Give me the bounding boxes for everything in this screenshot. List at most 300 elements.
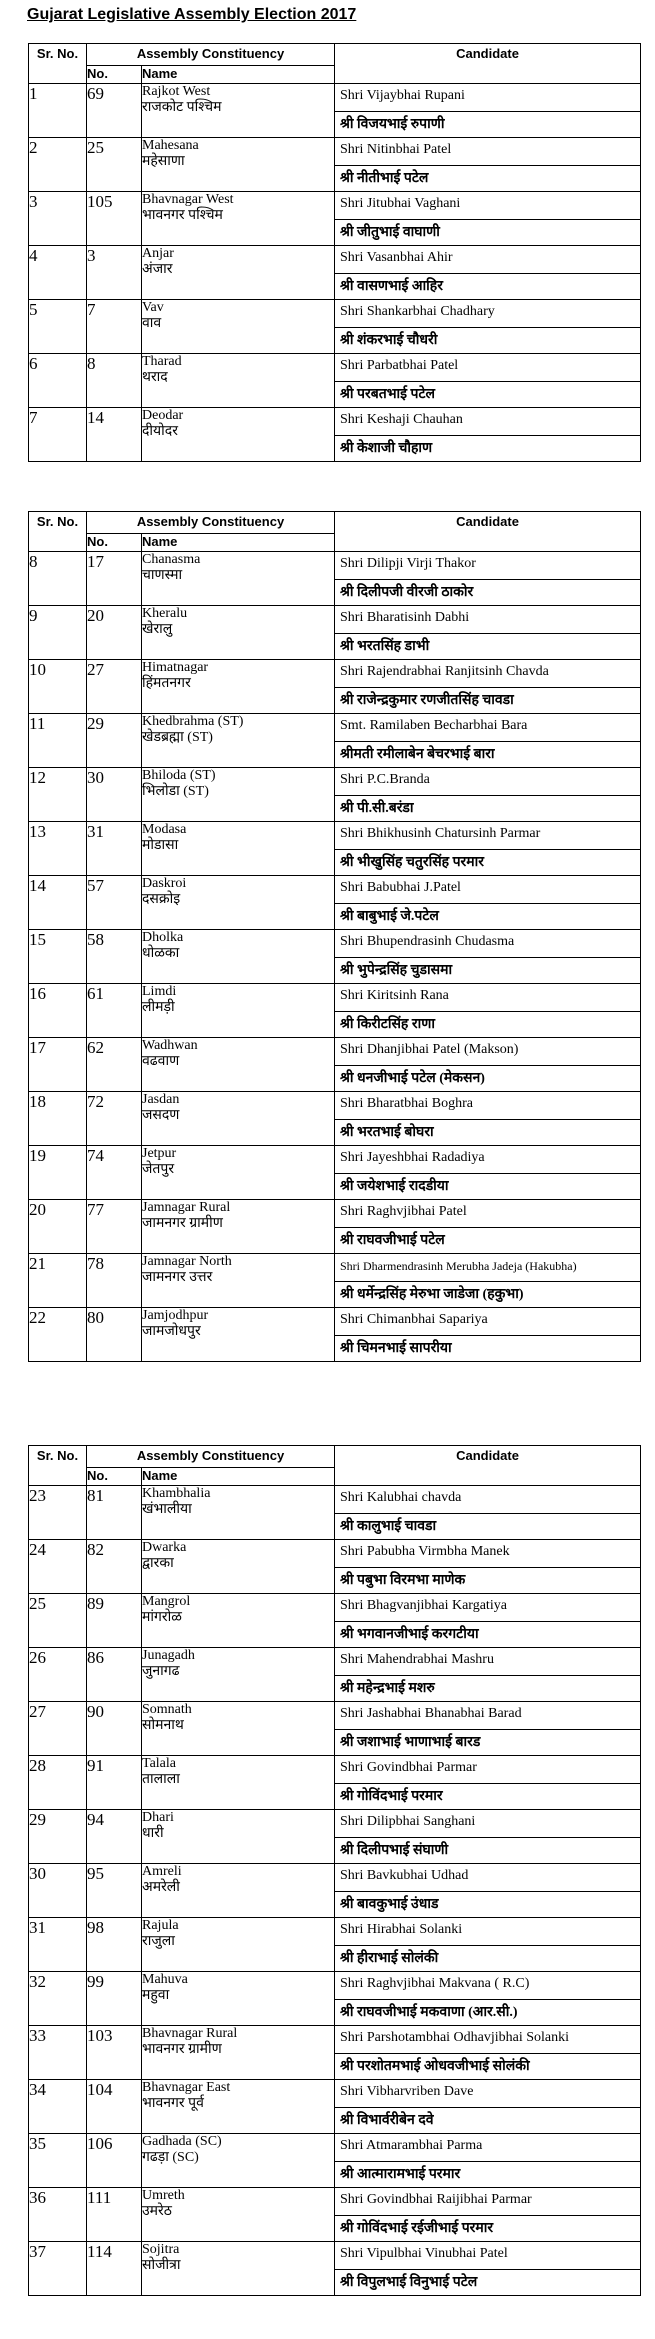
candidate-cell	[335, 1308, 641, 1362]
constituency-name-cell	[142, 822, 335, 876]
candidate-name-hindi: श्री चिमनभाई सापरीया	[340, 1341, 452, 1356]
candidate-name-english: Shri Babubhai J.Patel	[335, 876, 640, 904]
constituency-number-cell: 105	[87, 192, 142, 246]
constituency-number-cell: 94	[87, 1810, 142, 1864]
constituency-name-english: Talala	[142, 1756, 176, 1771]
constituency-name-cell	[142, 138, 335, 192]
constituency-number-cell: 17	[87, 552, 142, 606]
constituency-name-hindi: दीयोदर	[142, 424, 178, 439]
candidate-name-english: Shri Bhupendrasinh Chudasma	[335, 930, 640, 958]
sr-no-cell: 23	[29, 1486, 87, 1540]
candidate-name-hindi: श्री भरतभाई बोघरा	[340, 1125, 434, 1140]
sr-no-cell: 24	[29, 1540, 87, 1594]
name-header: Name	[142, 1468, 335, 1486]
table-row	[29, 822, 641, 876]
constituency-header: Assembly Constituency	[87, 512, 335, 534]
candidate-name-english: Shri Jashabhai Bhanabhai Barad	[335, 1702, 640, 1730]
constituency-name-english: Jetpur	[142, 1146, 177, 1161]
candidate-name-hindi: श्री भीखुसिंह चतुरसिंह परमार	[340, 855, 485, 870]
name-header: Name	[142, 534, 335, 552]
constituency-name-english: Amreli	[142, 1864, 182, 1879]
candidate-cell	[335, 768, 641, 822]
constituency-name-cell	[142, 354, 335, 408]
table-row	[29, 1146, 641, 1200]
constituency-number-cell: 30	[87, 768, 142, 822]
candidate-name-hindi: श्री राघवजीभाई पटेल	[340, 1233, 445, 1248]
candidate-cell	[335, 930, 641, 984]
constituency-name-cell	[142, 84, 335, 138]
candidate-name-english: Shri Shankarbhai Chadhary	[335, 300, 640, 328]
constituency-name-cell	[142, 1146, 335, 1200]
sr-no-cell: 30	[29, 1864, 87, 1918]
sr-no-cell: 36	[29, 2188, 87, 2242]
sr-no-cell: 21	[29, 1254, 87, 1308]
sr-no-cell: 14	[29, 876, 87, 930]
constituency-name-cell	[142, 1918, 335, 1972]
candidate-name-hindi: श्री राजेन्द्रकुमार रणजीतसिंह चावडा	[340, 693, 514, 708]
table-row	[29, 606, 641, 660]
constituency-name-hindi: जसदण	[142, 1108, 180, 1123]
table-row	[29, 714, 641, 768]
name-header: Name	[142, 66, 335, 84]
table-row	[29, 2188, 641, 2242]
table-row	[29, 930, 641, 984]
table-row	[29, 660, 641, 714]
sr-no-cell: 34	[29, 2080, 87, 2134]
sr-no-cell: 28	[29, 1756, 87, 1810]
sr-no-cell: 5	[29, 300, 87, 354]
constituency-name-hindi: भावनगर ग्रामीण	[142, 2042, 222, 2057]
candidate-name-english: Shri Keshaji Chauhan	[335, 408, 640, 436]
sr-no-header: Sr. No.	[29, 44, 87, 84]
constituency-number-cell: 95	[87, 1864, 142, 1918]
constituency-name-cell	[142, 1540, 335, 1594]
table-row	[29, 408, 641, 462]
constituency-name-cell	[142, 1038, 335, 1092]
candidate-name-hindi: श्री परशोतमभाई ओधवजीभाई सोलंकी	[340, 2059, 530, 2074]
sr-no-cell: 35	[29, 2134, 87, 2188]
table-row	[29, 1972, 641, 2026]
constituency-name-cell	[142, 552, 335, 606]
constituency-number-cell: 31	[87, 822, 142, 876]
constituency-name-english: Sojitra	[142, 2242, 180, 2257]
sr-no-cell: 31	[29, 1918, 87, 1972]
candidate-name-english: Shri Raghvjibhai Makvana ( R.C)	[335, 1972, 640, 2000]
constituency-name-cell	[142, 1810, 335, 1864]
constituency-name-hindi: जामनगर ग्रामीण	[142, 1216, 223, 1231]
constituency-number-cell: 81	[87, 1486, 142, 1540]
constituency-name-english: Jamnagar North	[142, 1254, 232, 1269]
constituency-name-cell	[142, 2134, 335, 2188]
candidate-name-hindi: श्री महेन्द्रभाई मशरु	[340, 1681, 435, 1696]
constituency-number-cell: 103	[87, 2026, 142, 2080]
table-row	[29, 354, 641, 408]
candidate-name-hindi: श्री धनजीभाई पटेल (मेकसन)	[340, 1071, 485, 1086]
candidate-name-hindi: श्री पी.सी.बरंडा	[340, 801, 414, 816]
candidate-name-hindi: श्री दिलीपभाई संघाणी	[340, 1843, 449, 1858]
table-row	[29, 1594, 641, 1648]
candidate-cell	[335, 1540, 641, 1594]
candidate-cell	[335, 2242, 641, 2296]
table-row	[29, 1648, 641, 1702]
table-row	[29, 2026, 641, 2080]
constituency-name-hindi: चाणस्मा	[142, 568, 183, 583]
candidate-cell	[335, 354, 641, 408]
candidate-cell	[335, 408, 641, 462]
candidate-name-english: Shri Atmarambhai Parma	[335, 2134, 640, 2162]
constituency-name-cell	[142, 984, 335, 1038]
constituency-name-cell	[142, 714, 335, 768]
constituency-name-english: Modasa	[142, 822, 187, 837]
sr-no-cell: 11	[29, 714, 87, 768]
constituency-name-hindi: वाव	[142, 316, 162, 331]
constituency-name-cell	[142, 1254, 335, 1308]
constituency-name-cell	[142, 1702, 335, 1756]
constituency-name-english: Daskroi	[142, 876, 187, 891]
candidate-name-hindi: श्री विपुलभाई विनुभाई पटेल	[340, 2275, 478, 2290]
constituency-number-cell: 58	[87, 930, 142, 984]
constituency-number-cell: 82	[87, 1540, 142, 1594]
constituency-name-cell	[142, 1308, 335, 1362]
candidate-cell	[335, 300, 641, 354]
constituency-name-hindi: अंजार	[142, 262, 173, 277]
candidate-cell	[335, 1038, 641, 1092]
table-header-row	[29, 512, 641, 534]
sr-no-cell: 25	[29, 1594, 87, 1648]
table-header-row	[29, 44, 641, 66]
constituency-name-hindi: खंभालीया	[142, 1502, 192, 1517]
sr-no-cell: 32	[29, 1972, 87, 2026]
constituency-name-english: Dwarka	[142, 1540, 187, 1555]
no-header: No.	[87, 534, 142, 552]
candidate-cell	[335, 138, 641, 192]
candidate-header: Candidate	[335, 44, 641, 84]
candidate-name-english: Shri Rajendrabhai Ranjitsinh Chavda	[335, 660, 640, 688]
sr-no-cell: 12	[29, 768, 87, 822]
constituency-name-english: Limdi	[142, 984, 177, 999]
page-title: Gujarat Legislative Assembly Election 2017	[27, 6, 357, 23]
candidate-name-english: Shri Parshotambhai Odhavjibhai Solanki	[335, 2026, 640, 2054]
table-row	[29, 138, 641, 192]
sr-no-cell: 27	[29, 1702, 87, 1756]
table-row	[29, 84, 641, 138]
candidate-cell	[335, 822, 641, 876]
constituency-name-english: Rajula	[142, 1918, 179, 1933]
constituency-name-cell	[142, 1972, 335, 2026]
constituency-number-cell: 78	[87, 1254, 142, 1308]
candidate-name-english: Shri Vijaybhai Rupani	[335, 84, 640, 112]
constituency-name-hindi: खेडब्रह्मा (ST)	[142, 730, 213, 745]
constituency-name-cell	[142, 768, 335, 822]
constituency-number-cell: 111	[87, 2188, 142, 2242]
constituency-number-cell: 29	[87, 714, 142, 768]
sr-no-cell: 29	[29, 1810, 87, 1864]
constituency-name-english: Tharad	[142, 354, 182, 369]
table-row	[29, 552, 641, 606]
constituency-name-hindi: धारी	[142, 1826, 164, 1841]
candidate-name-english: Shri Bavkubhai Udhad	[335, 1864, 640, 1892]
candidate-cell	[335, 1702, 641, 1756]
constituency-number-cell: 3	[87, 246, 142, 300]
candidate-name-hindi: श्री बाबुभाई जे.पटेल	[340, 909, 439, 924]
constituency-name-english: Wadhwan	[142, 1038, 198, 1053]
candidate-cell	[335, 1486, 641, 1540]
candidate-name-english: Shri Bharatisinh Dabhi	[335, 606, 640, 634]
candidate-name-english: Shri Bharatbhai Boghra	[335, 1092, 640, 1120]
candidate-cell	[335, 2188, 641, 2242]
candidate-name-english: Shri Kalubhai chavda	[335, 1486, 640, 1514]
candidate-name-hindi: श्री जयेशभाई रादडीया	[340, 1179, 449, 1194]
candidate-name-english: Shri P.C.Branda	[335, 768, 640, 796]
candidate-cell	[335, 876, 641, 930]
candidate-name-english: Shri Jitubhai Vaghani	[335, 192, 640, 220]
constituency-name-english: Anjar	[142, 246, 174, 261]
constituency-name-hindi: सोजीत्रा	[142, 2258, 181, 2273]
constituency-name-cell	[142, 1594, 335, 1648]
constituency-number-cell: 106	[87, 2134, 142, 2188]
constituency-name-hindi: तालाला	[142, 1772, 180, 1787]
candidate-name-hindi: श्री कालुभाई चावडा	[340, 1519, 437, 1534]
table-row	[29, 984, 641, 1038]
constituency-number-cell: 104	[87, 2080, 142, 2134]
candidate-name-english: Shri Mahendrabhai Mashru	[335, 1648, 640, 1676]
candidate-name-english: Shri Vipulbhai Vinubhai Patel	[335, 2242, 640, 2270]
candidate-cell	[335, 606, 641, 660]
table-row	[29, 1810, 641, 1864]
candidate-header: Candidate	[335, 512, 641, 552]
candidate-cell	[335, 1092, 641, 1146]
candidate-name-hindi: श्री केशाजी चौहाण	[340, 441, 433, 456]
sr-no-cell: 10	[29, 660, 87, 714]
constituency-name-hindi: लीमड़ी	[142, 1000, 175, 1015]
candidate-name-english: Shri Vasanbhai Ahir	[335, 246, 640, 274]
constituency-header: Assembly Constituency	[87, 44, 335, 66]
candidate-name-english: Shri Govindbhai Raijibhai Parmar	[335, 2188, 640, 2216]
candidate-table	[28, 511, 641, 1362]
table-row	[29, 2242, 641, 2296]
candidate-table	[28, 43, 641, 462]
table-row	[29, 1038, 641, 1092]
constituency-name-hindi: उमरेठ	[142, 2204, 172, 2219]
candidate-cell	[335, 1864, 641, 1918]
candidate-name-hindi: श्री जीतुभाई वाघाणी	[340, 225, 440, 240]
table-row	[29, 768, 641, 822]
sr-no-cell: 22	[29, 1308, 87, 1362]
sr-no-cell: 37	[29, 2242, 87, 2296]
candidate-name-hindi: श्री वासणभाई आहिर	[340, 279, 443, 294]
sr-no-cell: 19	[29, 1146, 87, 1200]
constituency-number-cell: 25	[87, 138, 142, 192]
candidate-name-hindi: श्री किरीटसिंह राणा	[340, 1017, 435, 1032]
constituency-name-cell	[142, 606, 335, 660]
sr-no-cell: 9	[29, 606, 87, 660]
constituency-name-cell	[142, 1756, 335, 1810]
constituency-name-english: Deodar	[142, 408, 184, 423]
candidate-name-hindi: श्री राघवजीभाई मकवाणा (आर.सी.)	[340, 2005, 518, 2020]
constituency-name-hindi: भिलोडा (ST)	[142, 784, 209, 799]
constituency-name-hindi: धोळका	[142, 946, 180, 961]
table-row	[29, 1540, 641, 1594]
constituency-name-english: Vav	[142, 300, 164, 315]
candidate-cell	[335, 1648, 641, 1702]
constituency-number-cell: 69	[87, 84, 142, 138]
candidate-cell	[335, 984, 641, 1038]
constituency-number-cell: 7	[87, 300, 142, 354]
constituency-name-cell	[142, 876, 335, 930]
constituency-number-cell: 72	[87, 1092, 142, 1146]
constituency-name-hindi: महुवा	[142, 1988, 170, 2003]
table-row	[29, 300, 641, 354]
constituency-name-english: Bhavnagar Rural	[142, 2026, 238, 2041]
constituency-number-cell: 14	[87, 408, 142, 462]
constituency-name-english: Junagadh	[142, 1648, 195, 1663]
candidate-name-hindi: श्री दिलीपजी वीरजी ठाकोर	[340, 585, 474, 600]
table-row	[29, 1702, 641, 1756]
candidate-cell	[335, 2134, 641, 2188]
candidate-name-hindi: श्री आत्मारामभाई परमार	[340, 2167, 461, 2182]
constituency-name-cell	[142, 1200, 335, 1254]
constituency-number-cell: 27	[87, 660, 142, 714]
candidate-cell	[335, 2080, 641, 2134]
constituency-name-english: Himatnagar	[142, 660, 209, 675]
constituency-name-hindi: गढड़ा (SC)	[142, 2150, 199, 2165]
sr-no-cell: 4	[29, 246, 87, 300]
candidate-header: Candidate	[335, 1446, 641, 1486]
constituency-number-cell: 86	[87, 1648, 142, 1702]
constituency-name-english: Rajkot West	[142, 84, 211, 99]
candidate-cell	[335, 1254, 641, 1308]
candidate-cell	[335, 552, 641, 606]
constituency-name-hindi: भावनगर पश्चिम	[142, 208, 223, 223]
constituency-name-cell	[142, 2026, 335, 2080]
candidate-name-hindi: श्री गोविंदभाई रईजीभाई परमार	[340, 2221, 494, 2236]
table-row	[29, 876, 641, 930]
constituency-number-cell: 8	[87, 354, 142, 408]
constituency-name-cell	[142, 2080, 335, 2134]
candidate-name-hindi: श्रीमती रमीलाबेन बेचरभाई बारा	[340, 747, 495, 762]
table-row	[29, 2134, 641, 2188]
constituency-name-hindi: वढवाण	[142, 1054, 180, 1069]
candidate-name-english: Shri Chimanbhai Sapariya	[335, 1308, 640, 1336]
table-row	[29, 192, 641, 246]
constituency-name-cell	[142, 300, 335, 354]
candidate-cell	[335, 1200, 641, 1254]
candidate-cell	[335, 1810, 641, 1864]
constituency-name-cell	[142, 2242, 335, 2296]
constituency-name-english: Dholka	[142, 930, 184, 945]
constituency-name-english: Bhiloda (ST)	[142, 768, 216, 783]
constituency-name-english: Jamnagar Rural	[142, 1200, 231, 1215]
candidate-name-hindi: श्री विजयभाई रुपाणी	[340, 117, 445, 132]
sr-no-header: Sr. No.	[29, 512, 87, 552]
candidate-name-english: Smt. Ramilaben Becharbhai Bara	[335, 714, 640, 742]
constituency-name-english: Mahuva	[142, 1972, 188, 1987]
sr-no-cell: 2	[29, 138, 87, 192]
candidate-name-english: Shri Dharmendrasinh Merubha Jadeja (Hakubha)	[335, 1254, 640, 1282]
candidate-name-english: Shri Kiritsinh Rana	[335, 984, 640, 1012]
constituency-number-cell: 57	[87, 876, 142, 930]
sr-no-cell: 7	[29, 408, 87, 462]
constituency-name-cell	[142, 246, 335, 300]
constituency-name-english: Bhavnagar East	[142, 2080, 231, 2095]
candidate-cell	[335, 84, 641, 138]
constituency-number-cell: 91	[87, 1756, 142, 1810]
candidate-cell	[335, 1756, 641, 1810]
candidate-name-english: Shri Jayeshbhai Radadiya	[335, 1146, 640, 1174]
table-row	[29, 1756, 641, 1810]
constituency-name-hindi: जामनगर उत्तर	[142, 1270, 213, 1285]
constituency-name-cell	[142, 1092, 335, 1146]
constituency-number-cell: 90	[87, 1702, 142, 1756]
candidate-name-english: Shri Dilipji Virji Thakor	[335, 552, 640, 580]
candidate-name-hindi: श्री धर्मेन्द्रसिंह मेरुभा जाडेजा (हकुभा)	[340, 1287, 524, 1302]
sr-no-cell: 8	[29, 552, 87, 606]
constituency-name-cell	[142, 192, 335, 246]
sr-no-cell: 3	[29, 192, 87, 246]
constituency-name-hindi: राजकोट पश्चिम	[142, 100, 222, 115]
candidate-name-hindi: श्री शंकरभाई चौधरी	[340, 333, 438, 348]
constituency-name-hindi: सोमनाथ	[142, 1718, 184, 1733]
candidate-name-english: Shri Parbatbhai Patel	[335, 354, 640, 382]
constituency-name-english: Mahesana	[142, 138, 199, 153]
constituency-number-cell: 62	[87, 1038, 142, 1092]
table-row	[29, 2080, 641, 2134]
candidate-cell	[335, 1918, 641, 1972]
table-row	[29, 246, 641, 300]
constituency-number-cell: 89	[87, 1594, 142, 1648]
candidate-name-hindi: श्री भरतसिंह डाभी	[340, 639, 430, 654]
constituency-name-hindi: जामजोधपुर	[142, 1324, 201, 1339]
constituency-name-hindi: जेतपुर	[142, 1162, 175, 1177]
constituency-name-english: Jasdan	[142, 1092, 180, 1107]
constituency-name-hindi: राजुला	[142, 1934, 175, 1949]
constituency-name-hindi: थराद	[142, 370, 168, 385]
sr-no-header: Sr. No.	[29, 1446, 87, 1486]
constituency-name-cell	[142, 660, 335, 714]
candidate-cell	[335, 2026, 641, 2080]
constituency-number-cell: 61	[87, 984, 142, 1038]
constituency-name-english: Dhari	[142, 1810, 174, 1825]
candidate-name-english: Shri Raghvjibhai Patel	[335, 1200, 640, 1228]
constituency-name-english: Chanasma	[142, 552, 201, 567]
table-header-row	[29, 1446, 641, 1468]
candidate-cell	[335, 246, 641, 300]
constituency-name-english: Umreth	[142, 2188, 185, 2203]
constituency-name-english: Mangrol	[142, 1594, 191, 1609]
constituency-name-hindi: हिंमतनगर	[142, 676, 191, 691]
constituency-number-cell: 77	[87, 1200, 142, 1254]
candidate-name-hindi: श्री भगवानजीभाई करगटीया	[340, 1627, 479, 1642]
candidate-name-hindi: श्री गोविंदभाई परमार	[340, 1789, 443, 1804]
constituency-name-english: Khambhalia	[142, 1486, 211, 1501]
sr-no-cell: 33	[29, 2026, 87, 2080]
constituency-number-cell: 99	[87, 1972, 142, 2026]
candidate-name-english: Shri Dilipbhai Sanghani	[335, 1810, 640, 1838]
constituency-name-cell	[142, 1864, 335, 1918]
candidate-name-english: Shri Nitinbhai Patel	[335, 138, 640, 166]
table-row	[29, 1092, 641, 1146]
candidate-name-english: Shri Bhikhusinh Chatursinh Parmar	[335, 822, 640, 850]
sr-no-cell: 20	[29, 1200, 87, 1254]
constituency-name-english: Gadhada (SC)	[142, 2134, 222, 2149]
constituency-number-cell: 74	[87, 1146, 142, 1200]
table-row	[29, 1200, 641, 1254]
candidate-name-hindi: श्री हीराभाई सोलंकी	[340, 1951, 439, 1966]
constituency-name-hindi: जुनागढ	[142, 1664, 180, 1679]
candidate-name-hindi: श्री परबतभाई पटेल	[340, 387, 436, 402]
constituency-name-hindi: खेरालु	[142, 622, 173, 637]
candidate-table	[28, 1445, 641, 2296]
